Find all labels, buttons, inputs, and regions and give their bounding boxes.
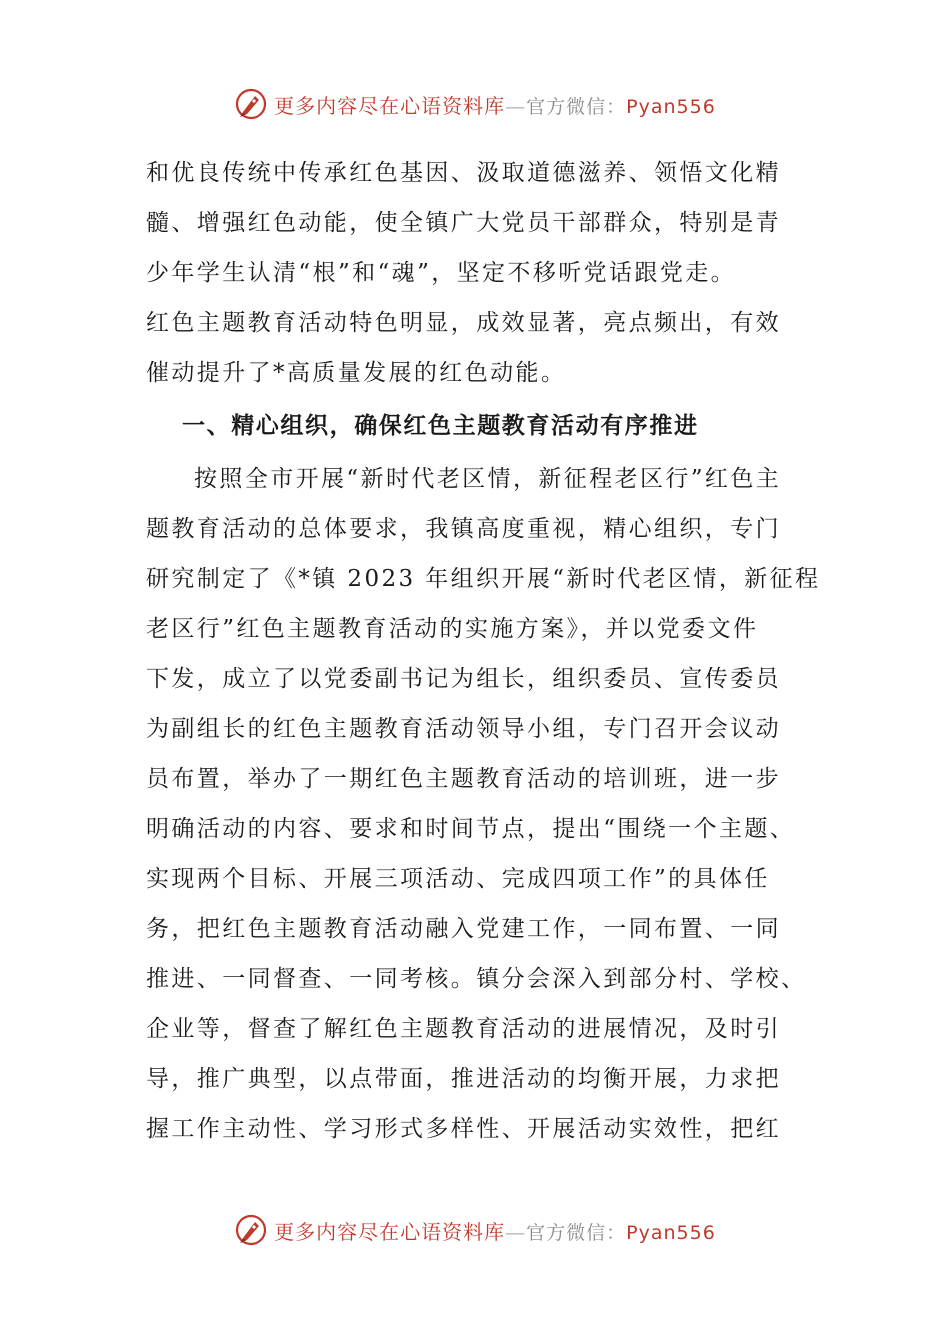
pen-nib-icon: [234, 87, 268, 121]
banner-separator: —: [505, 1219, 527, 1244]
text-line: 研究制定了《*镇 2023 年组织开展“新时代老区情，新征程: [146, 566, 821, 592]
text-line: 为副组长的红色主题教育活动领导小组，专门召开会议动: [146, 716, 781, 742]
text-line: 少年学生认清“根”和“魂”，坚定不移听党话跟党走。: [146, 260, 737, 286]
text-line: 务，把红色主题教育活动融入党建工作，一同布置、一同: [146, 916, 781, 942]
paragraph-intro-continuation: [146, 148, 806, 398]
text-line: 实现两个目标、开展三项活动、完成四项工作”的具体任: [146, 866, 770, 892]
banner-text: [274, 90, 716, 119]
text-line: 题教育活动的总体要求，我镇高度重视，精心组织，专门: [146, 516, 781, 542]
banner-text: [274, 1216, 716, 1245]
banner-official-label: 官方微信：: [526, 95, 627, 118]
text-line: 髓、增强红色动能，使全镇广大党员干部群众，特别是青: [146, 210, 781, 236]
text-line: 握工作主动性、学习形式多样性、开展活动实效性，把红: [146, 1116, 781, 1142]
banner-wechat-id: Pyan556: [626, 1221, 716, 1244]
header-banner: [0, 84, 950, 124]
section-heading: 一、精心组织，确保红色主题教育活动有序推进: [182, 413, 699, 439]
text-line: 老区行”红色主题教育活动的实施方案》，并以党委文件: [146, 616, 759, 642]
banner-site-text: 更多内容尽在心语资料库: [274, 93, 506, 118]
paragraph-section1: [146, 454, 821, 1154]
text-line: 下发，成立了以党委副书记为组长，组织委员、宣传委员: [146, 666, 781, 692]
pen-nib-icon: [234, 1213, 268, 1247]
banner-separator: —: [505, 93, 527, 118]
banner-official-label: 官方微信：: [526, 1221, 627, 1244]
document-body: [146, 148, 821, 1154]
text-line: 企业等，督查了解红色主题教育活动的进展情况，及时引: [146, 1016, 781, 1042]
text-line: 和优良传统中传承红色基因、汲取道德滋养、领悟文化精: [146, 160, 781, 186]
footer-banner: [0, 1210, 950, 1250]
banner-wechat-id: Pyan556: [626, 95, 716, 118]
banner-site-text: 更多内容尽在心语资料库: [274, 1219, 506, 1244]
text-line: 红色主题教育活动特色明显，成效显著，亮点频出，有效: [146, 310, 781, 336]
text-line: 催动提升了*高质量发展的红色动能。: [146, 360, 567, 386]
text-line: 按照全市开展“新时代老区情，新征程老区行”红色主: [194, 466, 782, 492]
text-line: 明确活动的内容、要求和时间节点，提出“围绕一个主题、: [146, 816, 796, 842]
text-line: 员布置，举办了一期红色主题教育活动的培训班，进一步: [146, 766, 781, 792]
text-line: 导，推广典型，以点带面，推进活动的均衡开展，力求把: [146, 1066, 781, 1092]
text-line: 推进、一同督查、一同考核。镇分会深入到部分村、学校、: [146, 966, 807, 992]
